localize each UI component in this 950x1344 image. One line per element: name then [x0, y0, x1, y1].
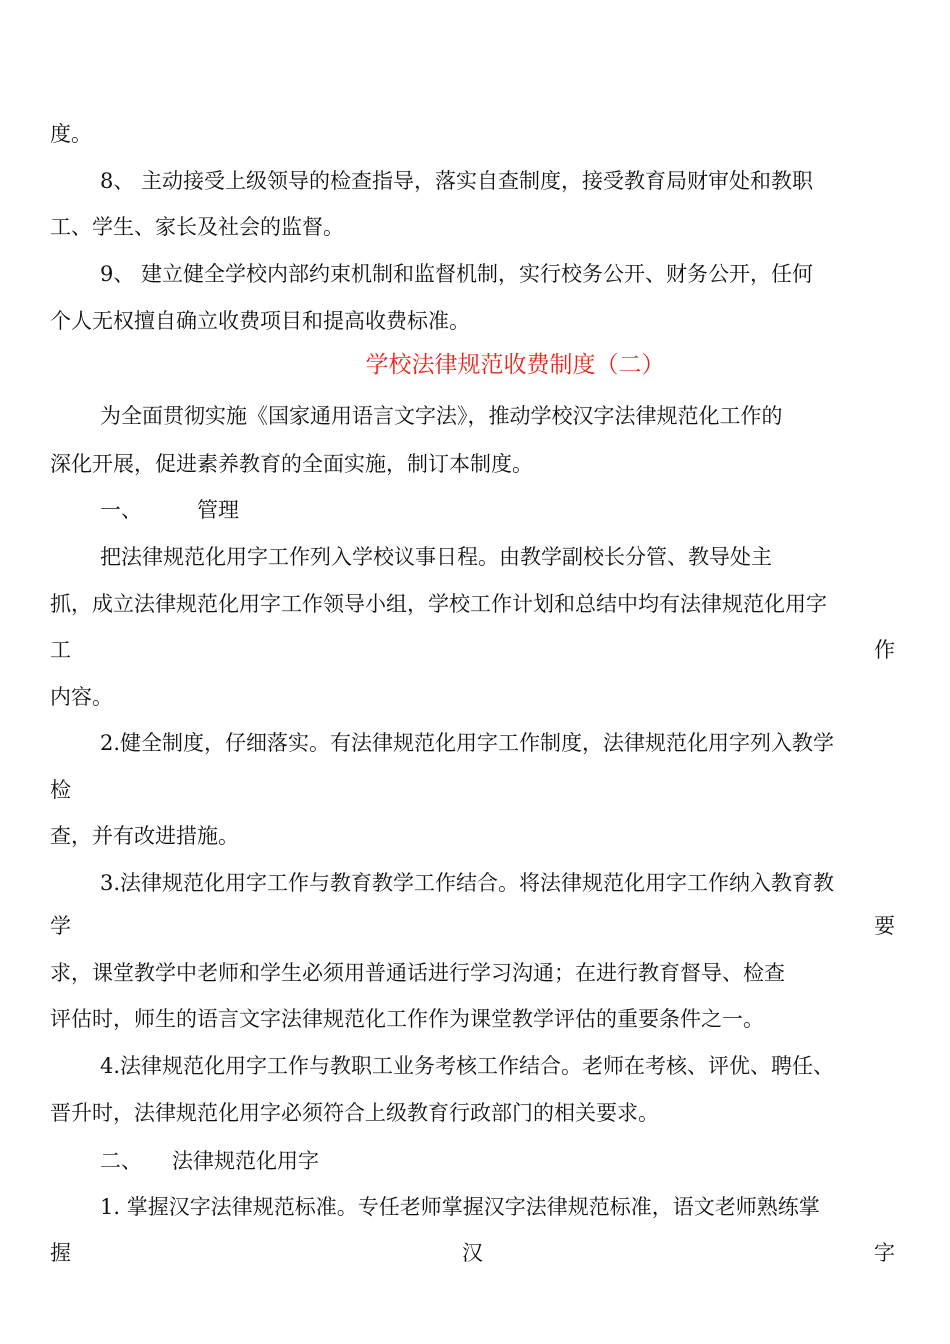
text-line: 查，并有改进措施。	[50, 824, 239, 848]
section-number: 二、	[100, 1149, 142, 1173]
text-line: 评估时，师生的语言文字法律规范化工作作为课堂教学评估的重要条件之一。	[50, 1007, 764, 1031]
text-line: 工、学生、家长及社会的监督。	[50, 215, 344, 239]
justified-line	[50, 638, 895, 662]
text-fragment: 作	[874, 638, 895, 662]
text-line: 2.健全制度，仔细落实。有法律规范化用字工作制度，法律规范化用字列入教学	[100, 731, 835, 755]
section-heading: 法律规范化用字	[172, 1149, 319, 1173]
text-line: 把法律规范化用字工作列入学校议事日程。由教学副校长分管、教导处主	[100, 545, 772, 569]
justified-line	[50, 1241, 895, 1265]
text-fragment: 工	[50, 638, 71, 662]
text-fragment: 握	[50, 1241, 71, 1265]
text-line: 1. 掌握汉字法律规范标准。专任老师掌握汉字法律规范标准，语文老师熟练掌	[100, 1195, 820, 1219]
text-line: 求，课堂教学中老师和学生必须用普通话进行学习沟通；在进行教育督导、检查	[50, 961, 785, 985]
text-line: 内容。	[50, 685, 113, 709]
text-fragment: 要	[874, 914, 895, 938]
text-line: 为全面贯彻实施《国家通用语言文字法》，推动学校汉字法律规范化工作的	[100, 404, 783, 428]
text-fragment: 字	[874, 1241, 895, 1265]
text-line: 晋升时，法律规范化用字必须符合上级教育行政部门的相关要求。	[50, 1101, 659, 1125]
text-line: 4.法律规范化用字工作与教职工业务考核工作结合。老师在考核、评优、聘任、	[100, 1054, 835, 1078]
text-line: 度。	[50, 122, 92, 146]
text-line: 8、 主动接受上级领导的检查指导，落实自查制度，接受教育局财审处和教职	[100, 169, 814, 193]
section-title: 学校法律规范收费制度（二）	[365, 352, 665, 378]
text-line: 个人无权擅自确立收费项目和提高收费标准。	[50, 309, 470, 333]
text-fragment: 学	[50, 914, 71, 938]
section-heading: 管理	[197, 498, 239, 522]
text-line: 3.法律规范化用字工作与教育教学工作结合。将法律规范化用字工作纳入教育教	[100, 871, 835, 895]
text-line: 抓，成立法律规范化用字工作领导小组，学校工作计划和总结中均有法律规范化用字	[50, 592, 827, 616]
text-fragment: 汉	[462, 1241, 483, 1265]
section-number: 一、	[100, 498, 142, 522]
text-line: 9、 建立健全学校内部约束机制和监督机制，实行校务公开、财务公开，任何	[100, 262, 814, 286]
text-line: 检	[50, 778, 71, 802]
justified-line	[50, 914, 895, 938]
text-line: 深化开展，促进素养教育的全面实施，制订本制度。	[50, 452, 533, 476]
